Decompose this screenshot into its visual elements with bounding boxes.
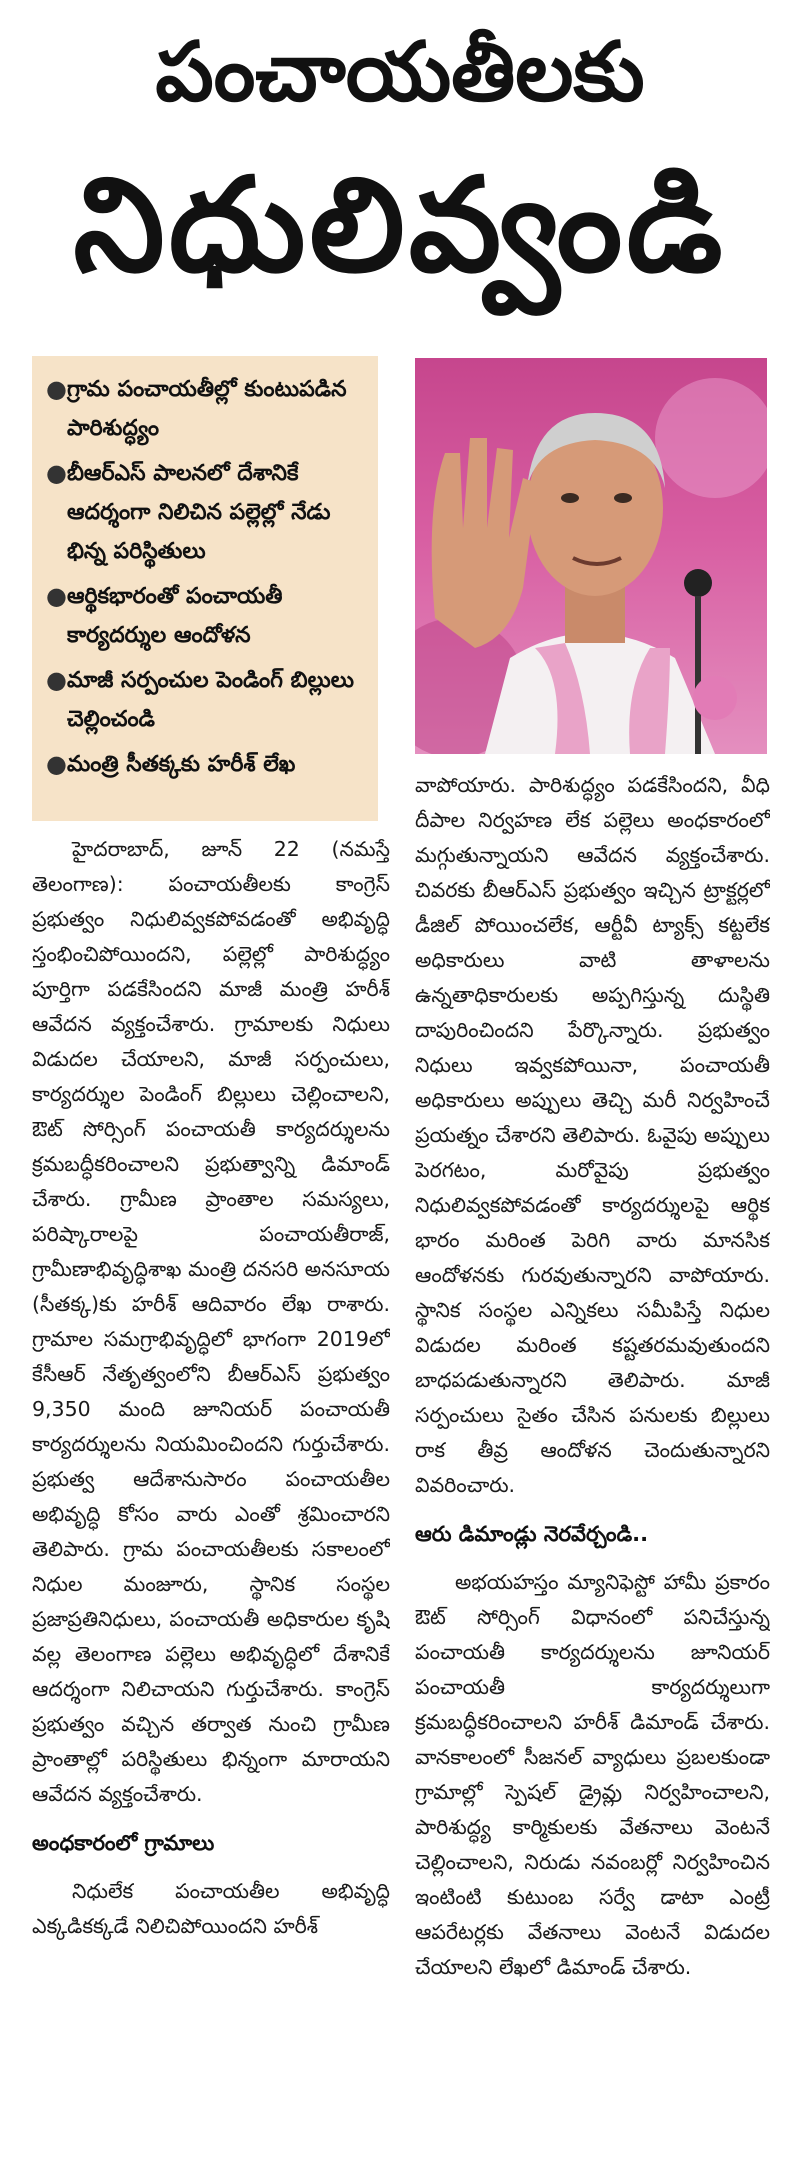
article-right-column [415,768,770,2173]
article-paragraph: హైదరాబాద్, జూన్ 22 (నమస్తే తెలంగాణ): పంచాయతీలకు కాంగ్రెస్ ప్రభుత్వం నిధులివ్వకపోవడంతో అభివృద్ధి స్తంభించిపోయిందని, పల్లెల్లో పారిశుద్ధ్యం పూర్తిగా పడకేసిందని మాజీ మంత్రి హరీశ్ ఆవేదన వ్యక్తంచేశారు. గ్రామాలకు నిధులు విడుదల చేయాలని, మాజీ సర్పంచులు, కార్యదర్శుల పెండింగ్ బిల్లులు చెల్లించాలని, ఔట్ సోర్సింగ్ పంచాయతీ కార్యదర్శులను క్రమబద్ధీకరించాలని ప్రభుత్వాన్ని డిమాండ్ చేశారు. గ్రామీణ ప్రాంతాల సమస్యలు, పరిష్కారాలపై పంచాయతీరాజ్, గ్రామీణాభివృద్ధిశాఖ మంత్రి దనసరి అనసూయ (సీతక్క)కు హరీశ్ ఆదివారం లేఖ రాశారు. గ్రామాల సమగ్రాభివృద్ధిలో భాగంగా 2019లో కేసీఆర్ నేతృత్వంలోని బీఆర్ఎస్ ప్రభుత్వం 9,350 మంది జూనియర్ పంచాయతీ కార్యదర్శులను నియమించిందని గుర్తుచేశారు. ప్రభుత్వ ఆదేశానుసారం పంచాయతీల అభివృద్ధి కోసం వారు ఎంతో శ్రమించారని తెలిపారు. గ్రామ పంచాయతీలకు సకాలంలో నిధుల మంజూరు, స్థానిక సంస్థల ప్రజాప్రతినిధులు, పంచాయతీ అధికారుల కృషి వల్ల తెలంగాణ పల్లెలు అభివృద్ధిలో దేశానికే ఆదర్శంగా నిలిచాయని గుర్తుచేశారు. కాంగ్రెస్ ప్రభుత్వం వచ్చిన తర్వాత నుంచి గ్రామీణ ప్రాంతాల్లో పరిస్థితులు భిన్నంగా మారాయని ఆవేదన వ్యక్తంచేశారు. [32,837,390,1806]
highlights-box [32,356,378,821]
person-photo-icon [415,358,767,754]
bullet-icon: ● [46,750,67,778]
bullet-icon: ● [46,666,67,694]
highlight-item [46,661,368,739]
highlight-item [46,577,368,655]
highlight-item [46,454,368,571]
highlight-text: ఆర్థికభారంతో పంచాయతీ కార్యదర్శుల ఆందోళన [66,584,283,648]
section-subheading: అంధకారంలో గ్రామాలు [32,1831,215,1855]
bullet-icon: ● [46,459,67,487]
headline-line-2: నిధులివ్వండి [73,149,727,301]
bullet-icon: ● [46,375,67,403]
highlight-item [46,745,368,784]
article-paragraph: నిధులేక పంచాయతీల అభివృద్ధి ఎక్కడికక్కడే నిలిచిపోయిందని హరీశ్ [32,1879,390,1938]
person-photo [415,358,767,754]
article-left-column [32,832,390,2172]
article-paragraph: అభయహస్తం మ్యానిఫెస్టో హామీ ప్రకారం ఔట్ సోర్సింగ్ విధానంలో పనిచేస్తున్న పంచాయతీ కార్యదర్శులను జూనియర్ పంచాయతీ కార్యదర్శులుగా క్రమబద్ధీకరించాలని హరీశ్ డిమాండ్ చేశారు. వానకాలంలో సీజనల్ వ్యాధులు ప్రబలకుండా గ్రామాల్లో స్పెషల్ డ్రైవ్లు నిర్వహించాలని, పారిశుద్ధ్య కార్మికులకు వేతనాలు వెంటనే చెల్లించాలని, నిరుడు నవంబర్లో నిర్వహించిన ఇంటింటి కుటుంబ సర్వే డాటా ఎంట్రీ ఆపరేటర్లకు వేతనాలు వెంటనే విడుదల చేయాలని లేఖలో డిమాండ్ చేశారు. [415,1570,770,1979]
highlight-text: బీఆర్ఎస్ పాలనలో దేశానికే ఆదర్శంగా నిలిచిన పల్లెల్లో నేడు భిన్న పరిస్థితులు [66,461,331,564]
headline-line-1: పంచాయతీలకు [155,25,645,120]
bullet-icon: ● [46,582,67,610]
section-subheading: ఆరు డిమాండ్లు నెరవేర్చండి.. [415,1522,649,1546]
highlight-item [46,370,368,448]
highlight-text: గ్రామ పంచాయతీల్లో కుంటుపడిన పారిశుద్ధ్యం [66,377,347,441]
article-paragraph: వాపోయారు. పారిశుద్ధ్యం పడకేసిందని, వీధి దీపాల నిర్వహణ లేక పల్లెలు అంధకారంలో మగ్గుతున్నాయని ఆవేదన వ్యక్తంచేశారు. చివరకు బీఆర్ఎస్ ప్రభుత్వం ఇచ్చిన ట్రాక్టర్లలో డీజిల్ పోయించలేక, ఆర్టీవీ ట్యాక్స్ కట్టలేక అధికారులు వాటి తాళాలను ఉన్నతాధికారులకు అప్పగిస్తున్న దుస్థితి దాపురించిందని పేర్కొన్నారు. ప్రభుత్వం నిధులు ఇవ్వకపోయినా, పంచాయతీ అధికారులు అప్పులు తెచ్చి మరీ నిర్వహించే ప్రయత్నం చేశారని తెలిపారు. ఓవైపు అప్పులు పెరగటం, మరోవైపు ప్రభుత్వం నిధులివ్వకపోవడంతో కార్యదర్శులపై ఆర్థిక భారం మరింత పెరిగి వారు మానసిక ఆందోళనకు గురవుతున్నారని వాపోయారు. స్థానిక సంస్థల ఎన్నికలు సమీపిస్తే నిధుల విడుదల మరింత కష్టతరమవుతుందని బాధపడుతున్నారని తెలిపారు. మాజీ సర్పంచులు సైతం చేసిన పనులకు బిల్లులు రాక తీవ్ర ఆందోళన చెందుతున్నారని వివరించారు. [415,773,770,1497]
highlight-text: మాజీ సర్పంచుల పెండింగ్ బిల్లులు చెల్లించండి [66,668,354,732]
highlight-text: మంత్రి సీతక్కకు హరీశ్ లేఖ [66,752,296,777]
